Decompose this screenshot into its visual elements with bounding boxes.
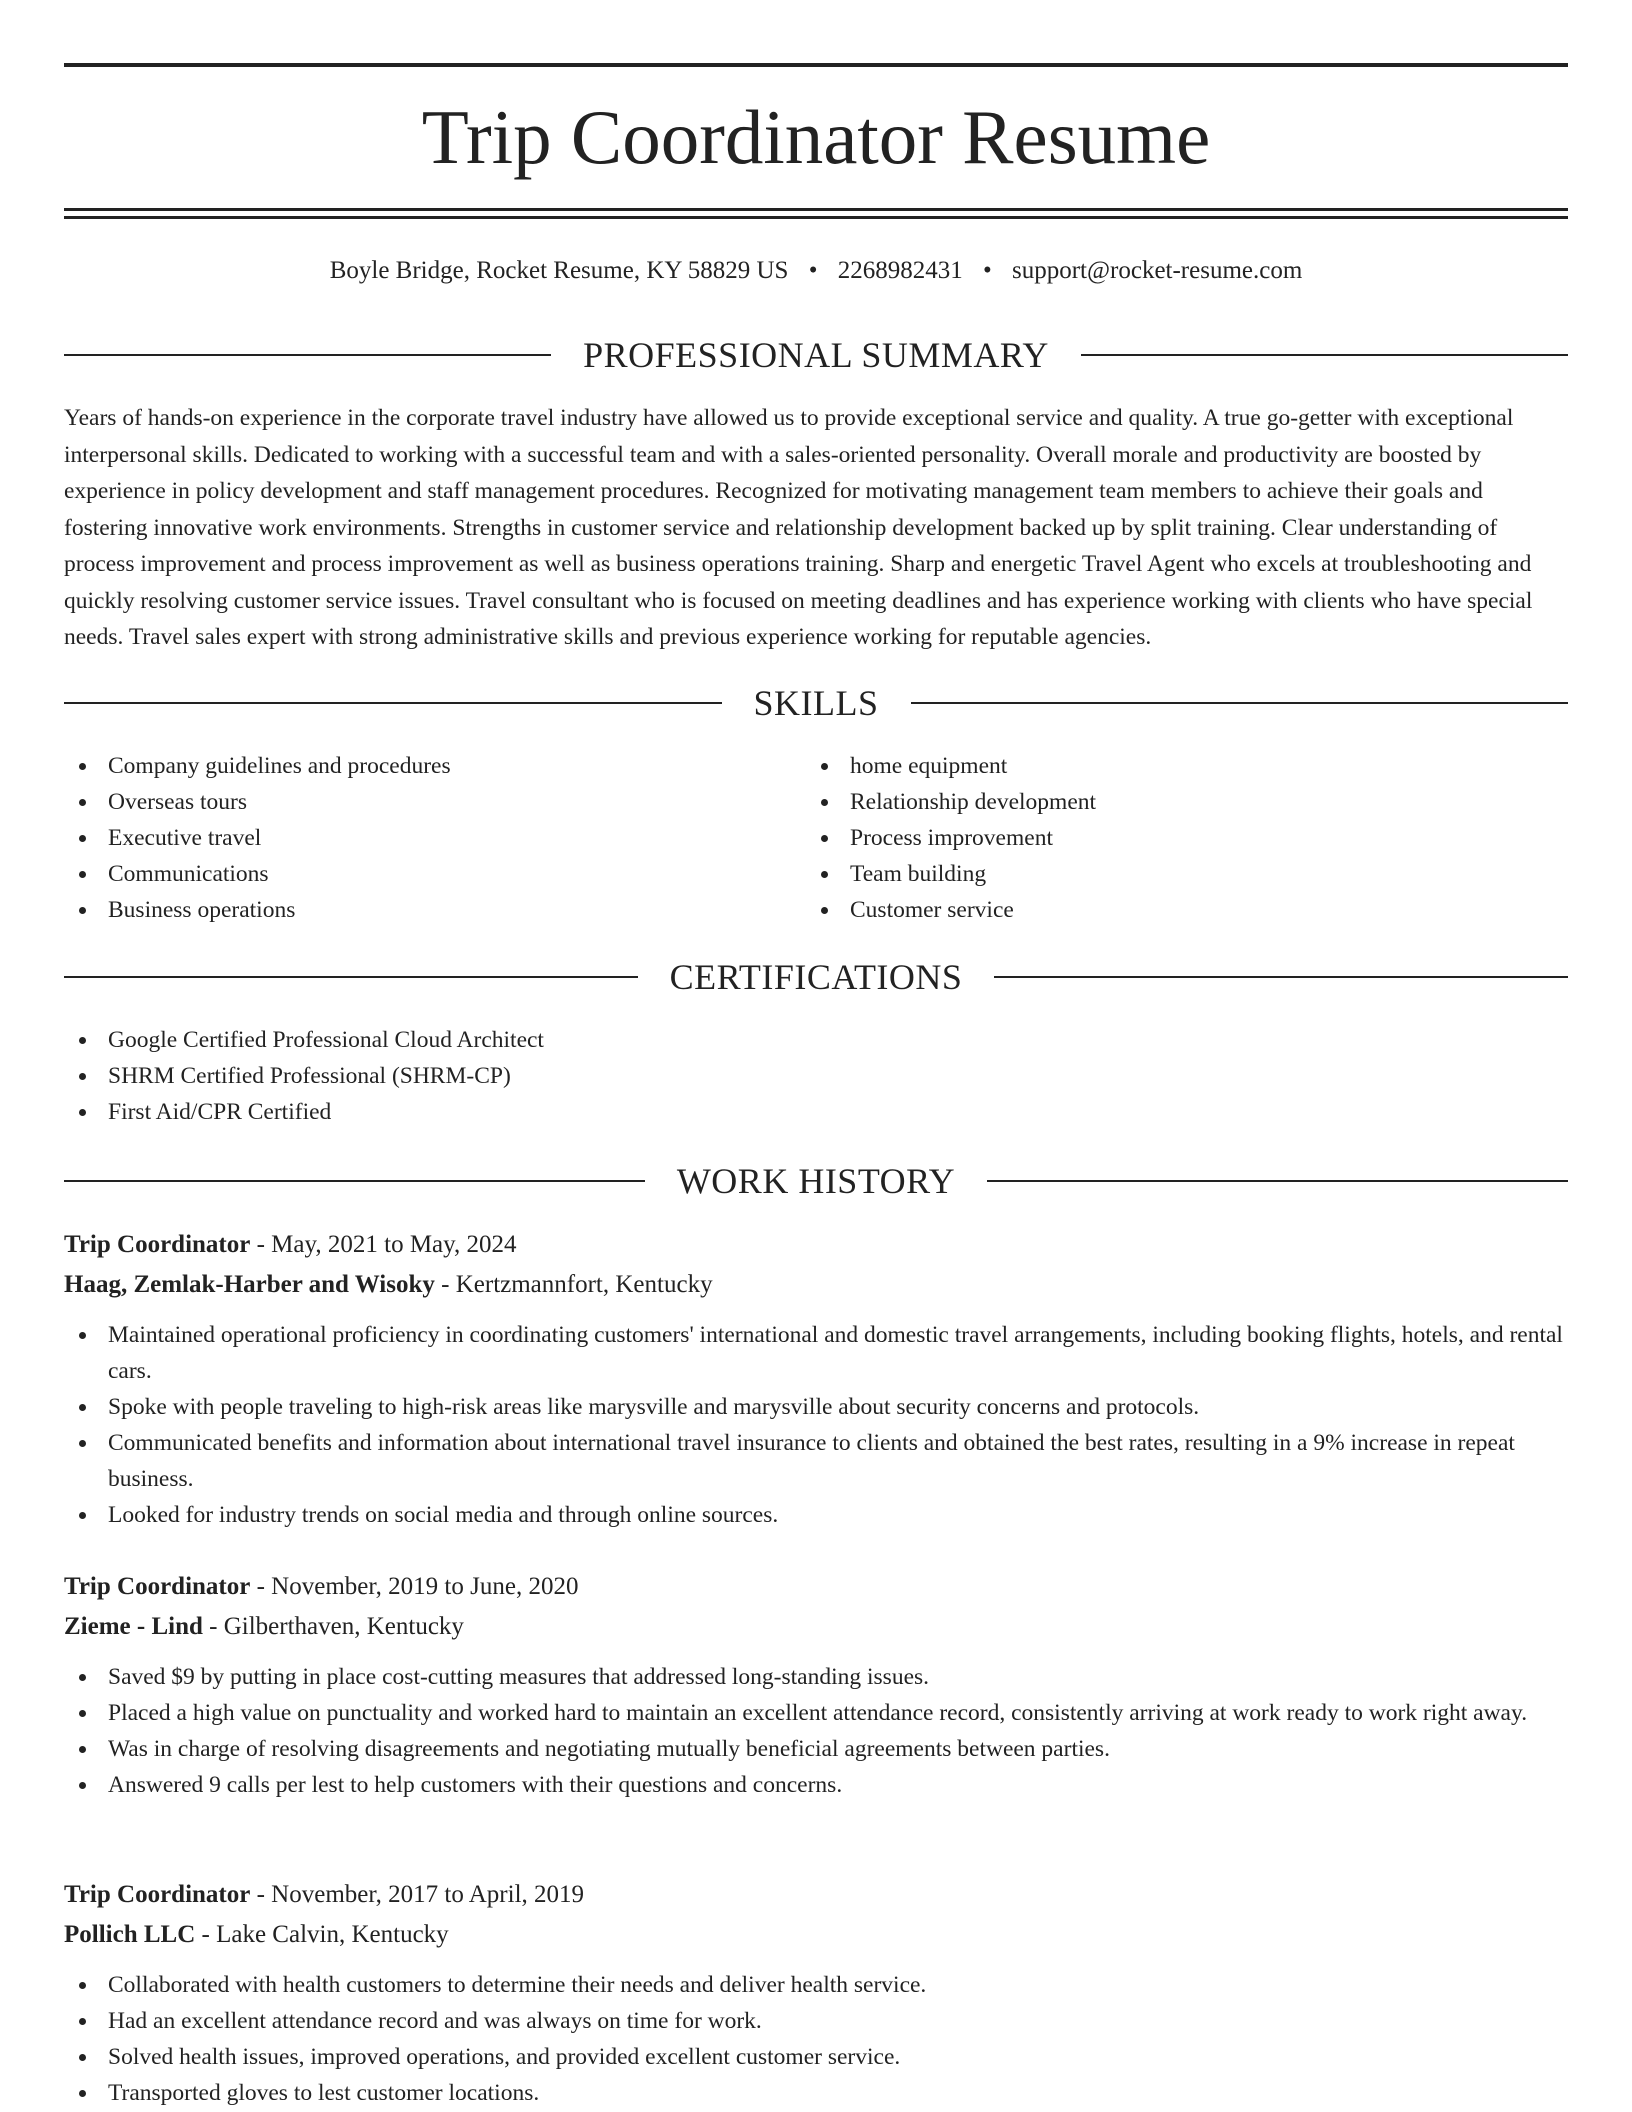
job-bullet: Answered 9 calls per lest to help customers with their questions and concerns. [64, 1767, 1568, 1803]
contact-separator: • [808, 257, 818, 284]
job-entry [64, 1875, 1568, 2111]
job-bullets [64, 1967, 1568, 2111]
top-rule [64, 63, 1568, 67]
heading-rule [64, 1180, 645, 1182]
resume-title: Trip Coordinator Resume [421, 94, 1211, 180]
heading-rule [911, 702, 1569, 704]
job-bullet: Had an excellent attendance record and was always on time for work. [64, 2003, 1568, 2039]
job-company: Pollich LLC [64, 1921, 196, 1948]
job-bullet: Spoke with people traveling to high-risk areas like marysville and marysville about security concerns and protocols. [64, 1389, 1568, 1425]
skill-item: home equipment [806, 748, 1566, 784]
contact-email: support@rocket-resume.com [1012, 257, 1303, 284]
contact-phone: 2268982431 [837, 257, 963, 284]
heading-rule [987, 1180, 1568, 1182]
heading-rule [64, 702, 722, 704]
job-company: Haag, Zemlak-Harber and Wisoky [64, 1271, 435, 1298]
job-dates: - November, 2019 to June, 2020 [250, 1573, 579, 1600]
job-dates: - November, 2017 to April, 2019 [250, 1881, 585, 1908]
job-company: Zieme - Lind [64, 1613, 203, 1640]
job-entry [64, 1225, 1568, 1533]
heading-rule [64, 354, 551, 356]
work-history-heading-text: WORK HISTORY [676, 1161, 956, 1201]
job-title-line [64, 1875, 1568, 1915]
summary-heading-text: PROFESSIONAL SUMMARY [583, 335, 1049, 375]
job-company-line [64, 1607, 1568, 1647]
heading-rule [1081, 354, 1568, 356]
certification-item: Google Certified Professional Cloud Architect [64, 1022, 1568, 1058]
job-location: - Lake Calvin, Kentucky [195, 1921, 449, 1948]
job-bullet: Looked for industry trends on social media and through online sources. [64, 1497, 1568, 1533]
job-bullet: Saved $9 by putting in place cost-cutting measures that addressed long-standing issues. [64, 1659, 1568, 1695]
certification-item: First Aid/CPR Certified [64, 1094, 1568, 1130]
contact-address: Boyle Bridge, Rocket Resume, KY 58829 US [329, 257, 789, 284]
job-bullet: Solved health issues, improved operations, and provided excellent customer service. [64, 2039, 1568, 2075]
skill-item: Customer service [806, 892, 1566, 928]
heading-rule [64, 976, 638, 978]
certifications-list [64, 1022, 1568, 1130]
skills-heading [64, 681, 1568, 725]
job-bullet: Collaborated with health customers to determine their needs and deliver health service. [64, 1967, 1568, 2003]
skill-item: Process improvement [806, 820, 1566, 856]
job-location: - Gilberthaven, Kentucky [202, 1613, 464, 1640]
contact-separator: • [982, 257, 992, 284]
job-bullet: Communicated benefits and information about international travel insurance to clients and obtained the best rates, resulting in a 9% increase in repeat business. [64, 1425, 1568, 1497]
job-bullet: Transported gloves to lest customer locations. [64, 2075, 1568, 2111]
job-company-line [64, 1265, 1568, 1305]
skill-item: Team building [806, 856, 1566, 892]
job-title: Trip Coordinator [64, 1881, 251, 1908]
summary-heading [64, 333, 1568, 377]
job-bullet: Maintained operational proficiency in coordinating customers' international and domestic travel arrangements, including booking flights, hotels, and rental cars. [64, 1317, 1568, 1389]
skills-list-right [806, 748, 1566, 928]
job-dates: - May, 2021 to May, 2024 [250, 1231, 517, 1258]
certification-item: SHRM Certified Professional (SHRM-CP) [64, 1058, 1568, 1094]
skill-item: Executive travel [64, 820, 764, 856]
job-bullets [64, 1317, 1568, 1533]
job-bullet: Placed a high value on punctuality and worked hard to maintain an excellent attendance record, consistently arriving at work ready to work right away. [64, 1695, 1568, 1731]
job-entry [64, 1567, 1568, 1803]
work-history-heading [64, 1159, 1568, 1203]
job-bullet: Was in charge of resolving disagreements and negotiating mutually beneficial agreements between parties. [64, 1731, 1568, 1767]
job-title-line [64, 1225, 1568, 1265]
skill-item: Relationship development [806, 784, 1566, 820]
skill-item: Company guidelines and procedures [64, 748, 764, 784]
certifications-heading [64, 955, 1568, 999]
skill-item: Overseas tours [64, 784, 764, 820]
job-title: Trip Coordinator [64, 1573, 251, 1600]
skills-list-left [64, 748, 764, 928]
title-rule-lower [64, 216, 1568, 219]
title-rule-upper [64, 208, 1568, 211]
contact-line [64, 255, 1568, 287]
skill-item: Communications [64, 856, 764, 892]
skills-heading-text: SKILLS [753, 683, 879, 723]
skill-item: Business operations [64, 892, 764, 928]
job-bullets [64, 1659, 1568, 1803]
heading-rule [994, 976, 1568, 978]
job-title: Trip Coordinator [64, 1231, 251, 1258]
job-company-line [64, 1915, 1568, 1955]
job-location: - Kertzmannfort, Kentucky [434, 1271, 713, 1298]
job-title-line [64, 1567, 1568, 1607]
certifications-heading-text: CERTIFICATIONS [669, 957, 963, 997]
summary-text: Years of hands-on experience in the corporate travel industry have allowed us to provide exceptional service and quality. A true go-getter with exceptional interpersonal skills. Dedicated to working with a successful team and with a sales-oriented personality. Overall morale and productivity are boosted by experience in policy development and staff management procedures. Recognized for motivating management team members to achieve their goals and fostering innovative work environments. Strengths in customer service and relationship development backed up by split training. Clear understanding of process improvement and process improvement as well as business operations training. Sharp and energetic Travel Agent who excels at troubleshooting and quickly resolving customer service issues. Travel consultant who is focused on meeting deadlines and has experience working with clients who have special needs. Travel sales expert with strong administrative skills and previous experience working for reputable agencies. [64, 405, 1533, 650]
